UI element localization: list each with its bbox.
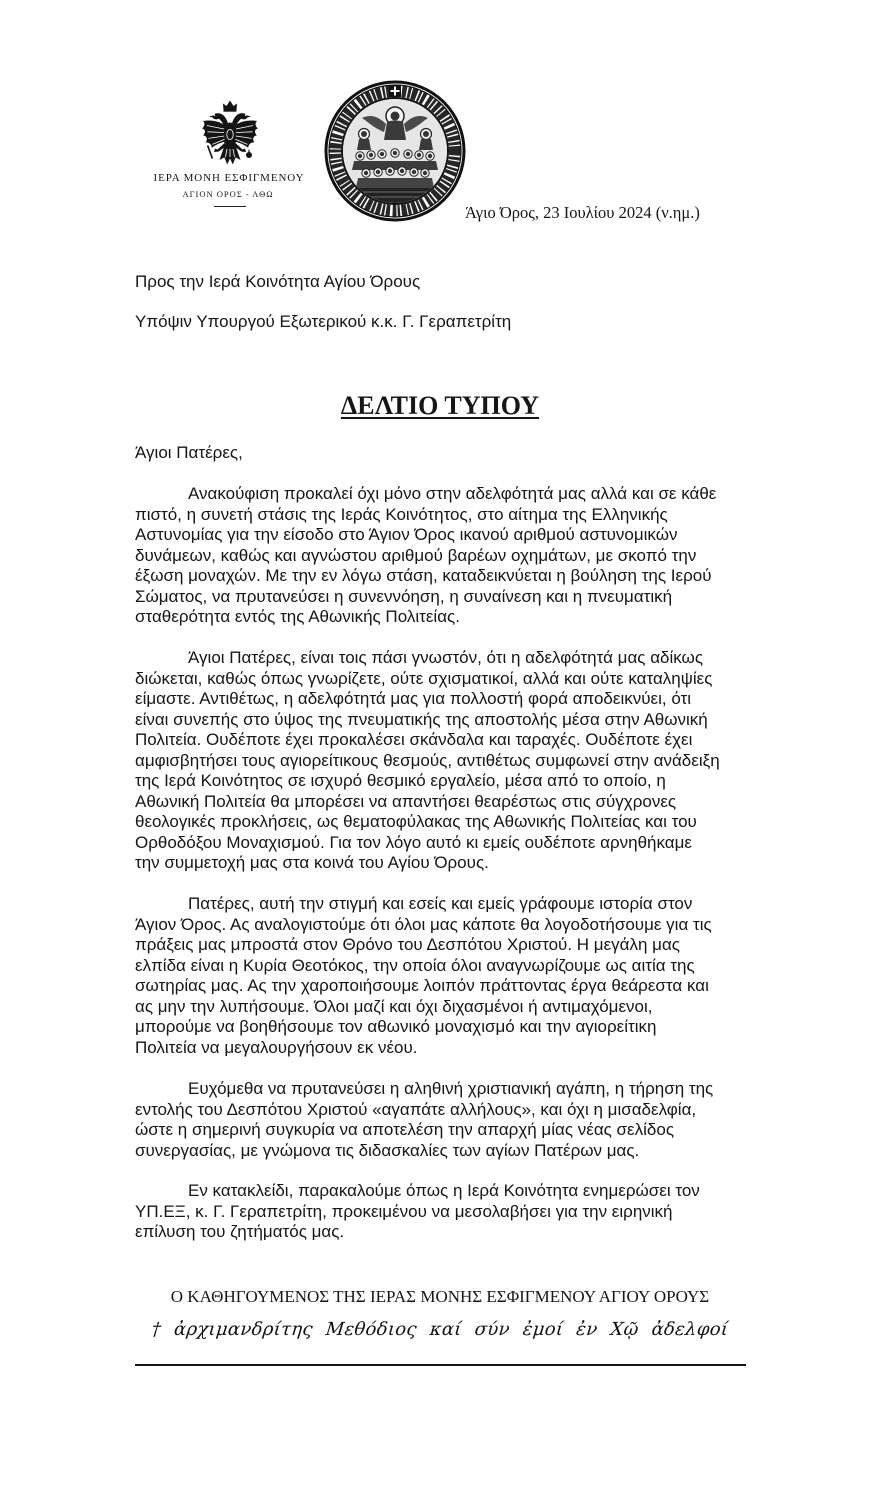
paragraph-line: ελπίδα είναι η Κυρία Θεοτόκος, την οποία όλοι αναγνωρίζουμε ως αιτία της [135, 955, 695, 975]
paragraph-line: συνεργασίας, με γνώμονα τις διδασκαλίες των αγίων Πατέρων μας. [135, 1140, 640, 1160]
paragraph-line: Πολιτεία να μεγαλουργήσουν εκ νέου. [135, 1037, 418, 1057]
paragraph-line: σταθερότητα εντός της Αθωνικής Πολιτείας. [135, 607, 460, 626]
paragraph-line: πράξεις μας μπροστά στον Θρόνο του Δεσπότου Χριστού. Η μεγάλη μας [135, 935, 680, 954]
paragraph-line: εντολής του Δεσπότου Χριστού «αγαπάτε αλλήλους», και όχι η μισαδελφία, [135, 1099, 697, 1119]
document-title: ΔΕΛΤΙΟ ΤΥΠΟΥ [340, 391, 540, 420]
paragraph-line: Ορθοδόξου Μοναχισμού. Για τον λόγο αυτό κι εμείς ουδέποτε αρνηθήκαμε [135, 832, 692, 852]
paragraph-line: πιστό, η συνετή στάσις της Ιεράς Κοινότητος, στο αίτημα της Ελληνικής [135, 504, 668, 524]
paragraph-1 [135, 484, 775, 628]
monastery-name: ΙΕΡΑ ΜΟΝΗ ΕΣΦΙΓΜΕΝΟΥ [153, 172, 305, 184]
paragraph-4 [135, 1079, 775, 1161]
paragraph-5 [135, 1181, 775, 1243]
paragraph-line: Αθωνική Πολιτεία θα μπορέσει να απαντήσει θεαρέστως στις σύγχρονες [135, 791, 677, 811]
attention-line: Υπόψιν Υπουργού Εξωτερικού κ.κ. Γ. Γεραπετρίτη [135, 312, 512, 331]
paragraph-line: είμαστε. Αντιθέτως, η αδελφότητά μας για πολλοστή φορά αποδεικνύει, ότι [135, 689, 692, 708]
monastery-location: ΑΓΙΟΝ ΟΡΟΣ - ΑΘΩ [182, 189, 274, 199]
paragraph-line: Πατέρες, αυτή την στιγμή και εσείς και εμείς γράφουμε ιστορία στον [188, 894, 693, 913]
paragraph-line: Ευχόμεθα να πρυτανεύσει η αληθινή χριστιανική αγάπη, η τήρηση της [188, 1079, 714, 1098]
paragraph-line: της Ιερά Κοινότητος σε ισχυρό θεσμικό εργαλείο, μέσα από το οποίο, η [135, 771, 666, 790]
date-line: Άγιο Όρος, 23 Ιουλίου 2024 (ν.ημ.) [465, 203, 700, 222]
paragraph-line: Άγιοι Πατέρες, είναι τοις πάσι γνωστόν, ότι η αδελφότητά μας αδίκως [188, 648, 704, 667]
paragraph-line: Σώματος, να πρυτανεύσει η συνεννόηση, η συναίνεση και η πνευματική [135, 586, 673, 606]
paragraph-line: έξωση μοναχών. Με την εν λόγω στάση, καταδεικνύεται η βούληση της Ιερού [135, 566, 712, 585]
paragraph-3 [135, 894, 775, 1058]
paragraph-line: δυνάμεων, καθώς και αγνώστου αριθμού βαρέων οχημάτων, με σκοπό την [135, 545, 697, 565]
paragraph-line: Άγιον Όρος. Ας αναλογιστούμε ότι όλοι μας κάποτε θα λογοδοτήσουμε για τις [135, 914, 712, 934]
paragraph-line: την συμμετοχή μας στα κοινά του Αγίου Όρους. [135, 853, 489, 872]
paragraph-line: μπορούμε να βοηθήσουμε τον αθωνικό μοναχισμό και την αγιορείτικη [135, 1017, 657, 1036]
signature-heading: Ο ΚΑΘΗΓΟΥΜΕΝΟΣ ΤΗΣ ΙΕΡΑΣ ΜΟΝΗΣ ΕΣΦΙΓΜΕΝΟΥ ΑΓΙΟΥ ΟΡΟΥΣ [170, 1287, 710, 1306]
paragraph-line: διώκεται, καθώς όπως γνωρίζετε, ούτε σχισματικοί, αλλά και ούτε καταληψίες [135, 668, 713, 688]
paragraph-line: Ανακούφιση προκαλεί όχι μόνο στην αδελφότητά μας αλλά και σε κάθε [188, 484, 717, 503]
salutation: Άγιοι Πατέρες, [135, 443, 243, 462]
paragraph-line: σωτηρίας μας. Ας την χαροποιήσουμε λοιπόν πράττοντας έργα θεάρεστα και [135, 976, 709, 995]
paragraph-line: επίλυση του ζητήματός μας. [135, 1222, 345, 1241]
paragraph-2 [135, 648, 775, 874]
recipient-line: Προς την Ιερά Κοινότητα Αγίου Όρους [135, 272, 421, 291]
paragraph-line: θεολογικές προκλήσεις, ως θεματοφύλακας της Αθωνικής Πολιτείας και του [135, 812, 697, 831]
paragraph-line: ας μην την λυπήσουμε. Όλοι μαζί και όχι διχασμένοι ή αντιμαχόμενοι, [135, 996, 653, 1016]
handwritten-signature: † ἀρχιμανδρίτης Μεθόδιος καί σύν ἐμοί ἐν Χῷ ἀδελφοί [150, 1319, 730, 1340]
paragraph-line: ώστε η σημερινή συγκυρία να αποτελέση την απαρχή μίας νέας σελίδος [135, 1120, 675, 1139]
paragraph-line: ΥΠ.ΕΞ, κ. Γ. Γεραπετρίτη, προκειμένου να μεσολαβήσει για την ειρηνική [135, 1201, 673, 1221]
paragraph-line: αμφισβητήσει τους αγιορείτικους θεσμούς, αντιθέτως συμφωνεί στην ανάδειξη [135, 750, 720, 770]
double-headed-eagle-icon [200, 99, 260, 169]
paragraph-line: είναι συνεπής στο ύψος της πνευματικής της αποστολής μέσα στην Αθωνική [135, 709, 708, 729]
paragraph-line: Εν κατακλείδι, παρακαλούμε όπως η Ιερά Κοινότητα ενημερώσει τον [188, 1181, 700, 1200]
letterhead-rule [214, 206, 246, 207]
paragraph-line: Αστυνομίας για την είσοδο στο Άγιον Όρος ικανού αριθμού αστυνομικών [135, 525, 678, 544]
monastery-seal-icon [324, 80, 466, 222]
paragraph-line: Πολιτεία. Ουδέποτε έχει προκαλέσει σκάνδαλα και ταραχές. Ουδέποτε έχει [135, 730, 693, 749]
signature-rule [135, 1364, 746, 1366]
